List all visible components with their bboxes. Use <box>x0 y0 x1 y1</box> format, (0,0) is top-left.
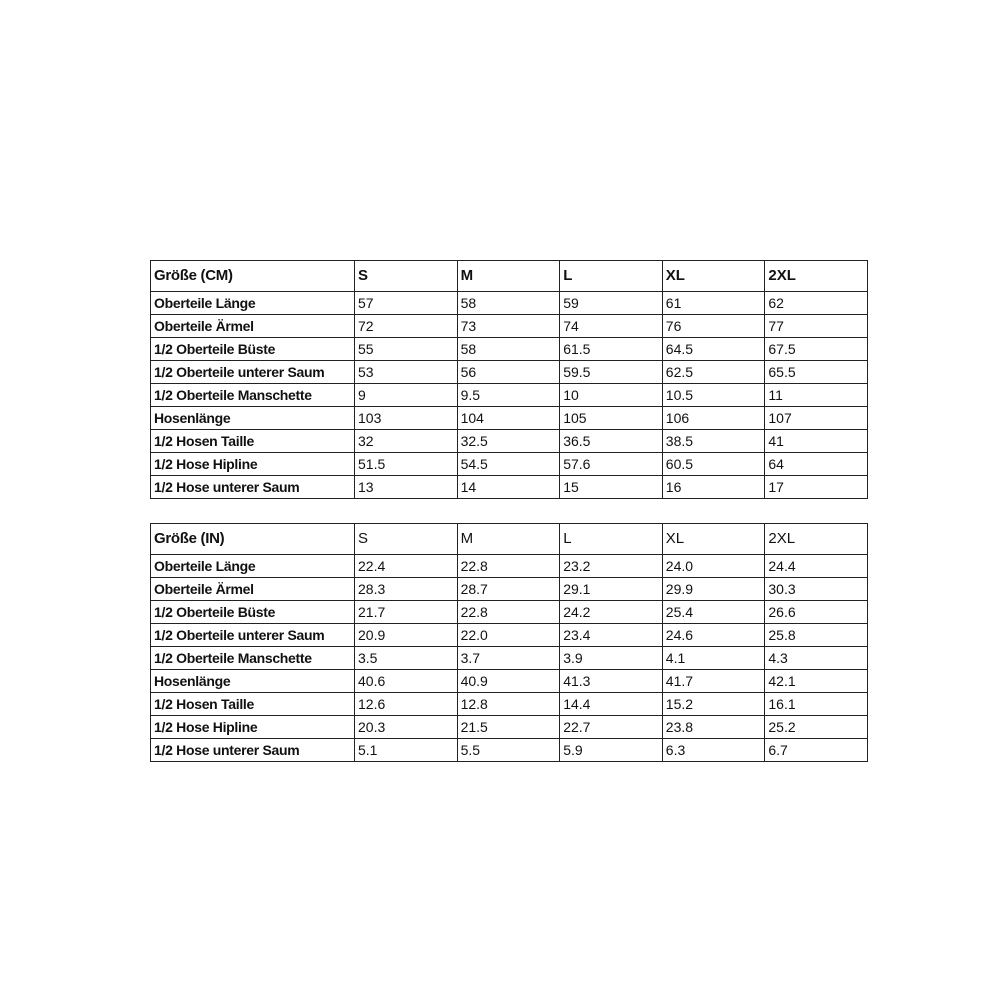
table-row <box>151 453 868 476</box>
measurement-value: 41.7 <box>662 670 765 693</box>
measurement-value: 3.7 <box>457 647 560 670</box>
measurement-value: 23.8 <box>662 716 765 739</box>
measurement-label: 1/2 Oberteile Manschette <box>151 647 355 670</box>
measurement-label: 1/2 Oberteile Manschette <box>151 384 355 407</box>
measurement-label: Hosenlänge <box>151 670 355 693</box>
table-row <box>151 476 868 499</box>
measurement-value: 40.9 <box>457 670 560 693</box>
measurement-value: 30.3 <box>765 578 868 601</box>
measurement-value: 38.5 <box>662 430 765 453</box>
measurement-value: 74 <box>560 315 663 338</box>
size-table-cm <box>150 260 868 499</box>
measurement-value: 6.3 <box>662 739 765 762</box>
measurement-value: 4.1 <box>662 647 765 670</box>
table-row <box>151 601 868 624</box>
measurement-value: 107 <box>765 407 868 430</box>
measurement-label: 1/2 Hosen Taille <box>151 693 355 716</box>
measurement-value: 59.5 <box>560 361 663 384</box>
measurement-label: Hosenlänge <box>151 407 355 430</box>
table-row <box>151 739 868 762</box>
measurement-value: 54.5 <box>457 453 560 476</box>
measurement-value: 22.0 <box>457 624 560 647</box>
measurement-value: 20.9 <box>355 624 458 647</box>
table-row <box>151 292 868 315</box>
measurement-value: 20.3 <box>355 716 458 739</box>
measurement-label: 1/2 Hosen Taille <box>151 430 355 453</box>
measurement-value: 12.6 <box>355 693 458 716</box>
measurement-value: 12.8 <box>457 693 560 716</box>
measurement-value: 10.5 <box>662 384 765 407</box>
measurement-value: 5.5 <box>457 739 560 762</box>
measurement-value: 67.5 <box>765 338 868 361</box>
measurement-value: 16.1 <box>765 693 868 716</box>
measurement-value: 65.5 <box>765 361 868 384</box>
measurement-value: 5.1 <box>355 739 458 762</box>
table-row <box>151 407 868 430</box>
measurement-value: 17 <box>765 476 868 499</box>
measurement-value: 58 <box>457 292 560 315</box>
measurement-value: 56 <box>457 361 560 384</box>
measurement-label: 1/2 Hose Hipline <box>151 453 355 476</box>
measurement-label: 1/2 Oberteile Büste <box>151 338 355 361</box>
measurement-value: 25.8 <box>765 624 868 647</box>
table-row <box>151 315 868 338</box>
measurement-value: 24.4 <box>765 555 868 578</box>
measurement-value: 15 <box>560 476 663 499</box>
measurement-value: 57 <box>355 292 458 315</box>
measurement-value: 55 <box>355 338 458 361</box>
measurement-value: 32.5 <box>457 430 560 453</box>
measurement-value: 13 <box>355 476 458 499</box>
measurement-value: 22.8 <box>457 555 560 578</box>
size-column-header: XL <box>662 524 765 555</box>
measurement-value: 73 <box>457 315 560 338</box>
table-row <box>151 555 868 578</box>
measurement-value: 105 <box>560 407 663 430</box>
measurement-value: 32 <box>355 430 458 453</box>
measurement-value: 60.5 <box>662 453 765 476</box>
table-row <box>151 693 868 716</box>
measurement-value: 64.5 <box>662 338 765 361</box>
measurement-value: 41.3 <box>560 670 663 693</box>
measurement-label: 1/2 Hose unterer Saum <box>151 476 355 499</box>
measurement-value: 5.9 <box>560 739 663 762</box>
size-column-header: L <box>560 524 663 555</box>
measurement-value: 25.2 <box>765 716 868 739</box>
measurement-value: 51.5 <box>355 453 458 476</box>
measurement-value: 36.5 <box>560 430 663 453</box>
measurement-value: 103 <box>355 407 458 430</box>
table-row <box>151 338 868 361</box>
measurement-value: 62 <box>765 292 868 315</box>
size-column-header: S <box>355 524 458 555</box>
size-column-header: XL <box>662 261 765 292</box>
size-table-body <box>151 524 868 762</box>
measurement-label: 1/2 Oberteile Büste <box>151 601 355 624</box>
measurement-value: 42.1 <box>765 670 868 693</box>
measurement-value: 59 <box>560 292 663 315</box>
measurement-value: 21.5 <box>457 716 560 739</box>
measurement-value: 61 <box>662 292 765 315</box>
size-column-header: 2XL <box>765 524 868 555</box>
measurement-value: 104 <box>457 407 560 430</box>
measurement-value: 61.5 <box>560 338 663 361</box>
measurement-value: 53 <box>355 361 458 384</box>
measurement-value: 106 <box>662 407 765 430</box>
measurement-value: 4.3 <box>765 647 868 670</box>
measurement-label: Oberteile Ärmel <box>151 315 355 338</box>
measurement-value: 58 <box>457 338 560 361</box>
measurement-value: 24.6 <box>662 624 765 647</box>
measurement-value: 6.7 <box>765 739 868 762</box>
measurement-value: 14 <box>457 476 560 499</box>
measurement-value: 24.0 <box>662 555 765 578</box>
measurement-value: 16 <box>662 476 765 499</box>
table-row <box>151 578 868 601</box>
measurement-value: 9 <box>355 384 458 407</box>
measurement-value: 24.2 <box>560 601 663 624</box>
measurement-label: 1/2 Hose unterer Saum <box>151 739 355 762</box>
measurement-value: 23.2 <box>560 555 663 578</box>
measurement-value: 10 <box>560 384 663 407</box>
table-header-row <box>151 524 868 555</box>
measurement-label: Oberteile Länge <box>151 292 355 315</box>
measurement-value: 41 <box>765 430 868 453</box>
measurement-value: 22.7 <box>560 716 663 739</box>
measurement-value: 11 <box>765 384 868 407</box>
table-row <box>151 361 868 384</box>
measurement-value: 3.5 <box>355 647 458 670</box>
table-header-row <box>151 261 868 292</box>
size-column-header: L <box>560 261 663 292</box>
measurement-value: 64 <box>765 453 868 476</box>
measurement-label: 1/2 Oberteile unterer Saum <box>151 361 355 384</box>
measurement-label: Oberteile Länge <box>151 555 355 578</box>
size-column-header: 2XL <box>765 261 868 292</box>
table-row <box>151 624 868 647</box>
measurement-value: 62.5 <box>662 361 765 384</box>
measurement-value: 77 <box>765 315 868 338</box>
measurement-value: 57.6 <box>560 453 663 476</box>
size-table-body <box>151 261 868 499</box>
size-header-label: Größe (IN) <box>151 524 355 555</box>
size-column-header: M <box>457 261 560 292</box>
measurement-value: 21.7 <box>355 601 458 624</box>
size-column-header: M <box>457 524 560 555</box>
table-row <box>151 670 868 693</box>
table-row <box>151 716 868 739</box>
measurement-value: 25.4 <box>662 601 765 624</box>
size-table-in <box>150 523 868 762</box>
measurement-value: 22.4 <box>355 555 458 578</box>
measurement-value: 28.3 <box>355 578 458 601</box>
table-row <box>151 430 868 453</box>
measurement-label: 1/2 Oberteile unterer Saum <box>151 624 355 647</box>
measurement-value: 40.6 <box>355 670 458 693</box>
size-header-label: Größe (CM) <box>151 261 355 292</box>
measurement-value: 76 <box>662 315 765 338</box>
measurement-value: 14.4 <box>560 693 663 716</box>
measurement-value: 28.7 <box>457 578 560 601</box>
measurement-value: 26.6 <box>765 601 868 624</box>
measurement-label: Oberteile Ärmel <box>151 578 355 601</box>
measurement-label: 1/2 Hose Hipline <box>151 716 355 739</box>
table-row <box>151 647 868 670</box>
measurement-value: 15.2 <box>662 693 765 716</box>
measurement-value: 23.4 <box>560 624 663 647</box>
table-row <box>151 384 868 407</box>
measurement-value: 29.1 <box>560 578 663 601</box>
measurement-value: 9.5 <box>457 384 560 407</box>
measurement-value: 29.9 <box>662 578 765 601</box>
size-column-header: S <box>355 261 458 292</box>
measurement-value: 3.9 <box>560 647 663 670</box>
measurement-value: 72 <box>355 315 458 338</box>
measurement-value: 22.8 <box>457 601 560 624</box>
